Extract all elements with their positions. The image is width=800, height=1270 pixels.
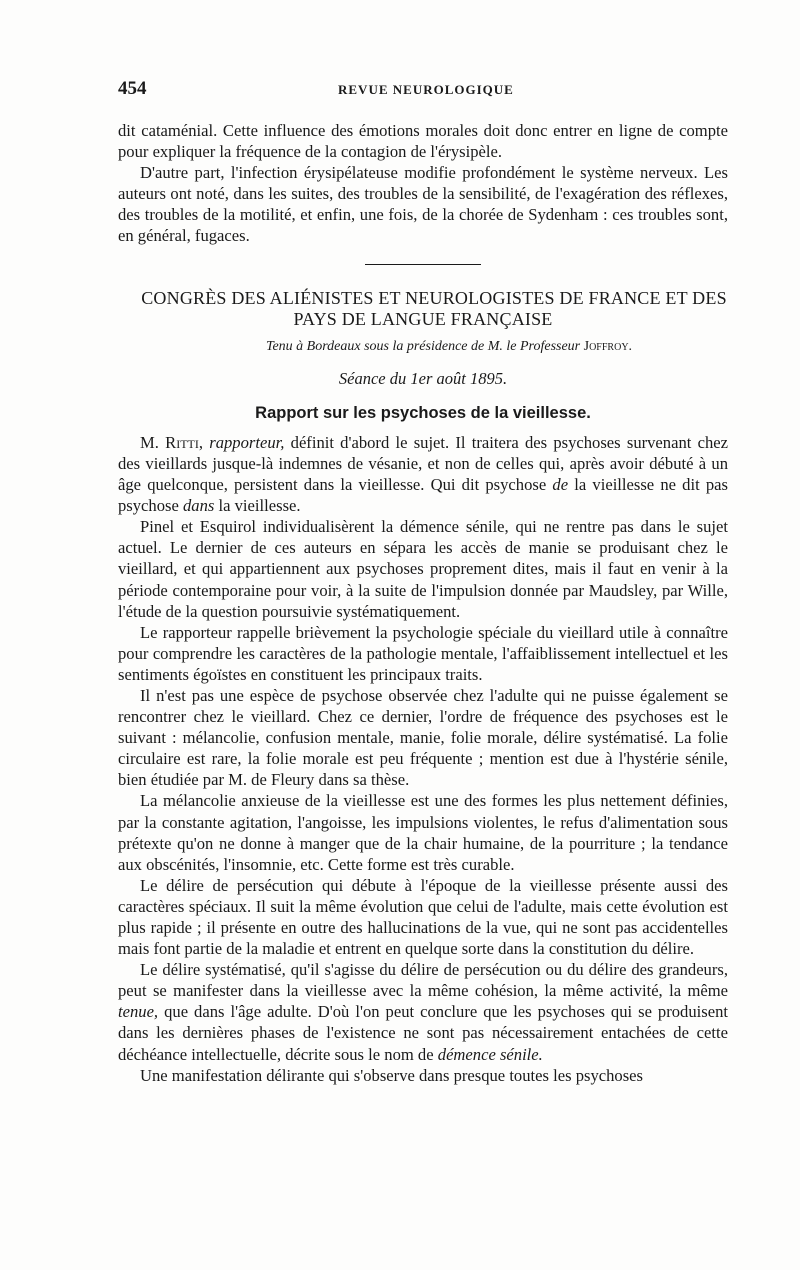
congress-subtitle — [170, 336, 728, 357]
report-paragraph-6: Le délire de persécution qui débute à l'époque de la vieillesse présente aussi des caractères spéciaux. Il suit la même évolution que celui de l'adulte, mais cette évolution est plus rapide ; il présente en outre des hallucinations de la vue, qui ne sont pas accidentelles mais font partie de la maladie et entrent en quelque sorte dans la constitution du délire. — [118, 875, 728, 959]
body-text — [118, 120, 728, 1086]
report-paragraph-2: Pinel et Esquirol individualisèrent la démence sénile, qui ne rentre pas dans le sujet actuel. Le dernier de ces auteurs en sépara les accès de manie se produisant chez le vieillard, et qui appartiennent aux psychoses proprement dites, mais il faut en venir à la période contemporaine pour voir, à la suite de l'impulsion donnée par Maudsley, par Wille, l'étude de la question poursuivie systématiquement. — [118, 517, 728, 621]
intro-paragraph-2: D'autre part, l'infection érysipélateuse modifie profondément le système nerveux. Les auteurs ont noté, dans les suites, des troubles de la sensibilité, de l'exagération des réflexes, des troubles de la motilité, et enfin, une fois, de la chorée de Sydenham : ces troubles sont, en général, fugaces. — [118, 163, 728, 246]
report-p1-em-de: de — [552, 475, 569, 495]
report-p1-em-dans: dans — [183, 496, 215, 516]
report-paragraph-5: La mélancolie anxieuse de la vieillesse est une des formes les plus nettement définies, par la constante agitation, l'angoisse, les impulsions violentes, le refus d'alimentation sous prétexte qu'on ne donne à manger que de la chair humaine, de la pourriture ; la tendance aux obscénités, l'insomnie, etc. Cette forme est très curable. — [118, 791, 728, 874]
report-paragraph-4: Il n'est pas une espèce de psychose observée chez l'adulte qui ne puisse également se rencontrer chez le vieillard. Chez ce dernier, l'ordre de fréquence des psychoses est le suivant : mélancolie, confusion mentale, manie, folie morale, délire systématisé. La folie circulaire est rare, la folie morale est peu fréquente ; mention est due à l'hystérie sénile, bien étudiée par M. de Fleury dans sa thèse. — [118, 685, 728, 790]
running-title: REVUE NEUROLOGIQUE — [338, 82, 514, 97]
report-p7-em-tenue: tenue, — [118, 1002, 159, 1022]
report-p1-text-b: la vieillesse ne dit pas psychose — [118, 475, 728, 516]
report-paragraph-7 — [118, 959, 728, 1064]
report-paragraph-8: Une manifestation délirante qui s'observe dans presque toutes les psychoses — [140, 1065, 643, 1085]
report-p7-text-a: Le délire systématisé, qu'il s'agisse du délire de persécution ou du délire des grandeurs, peut se manifester dans la vieillesse avec la même cohésion, la même activité, la même — [118, 960, 728, 1001]
page-number: 454 — [118, 78, 147, 99]
speaker-role: rapporteur, — [209, 432, 285, 452]
intro-paragraph-1: dit cataménial. Cette influence des émotions morales doit donc entrer en ligne de compte pour expliquer la fréquence de la contagion de l'érysipèle. — [118, 121, 728, 162]
report-p7-em-demence: démence sénile. — [437, 1044, 543, 1064]
congress-subtitle-text: Tenu à Bordeaux sous la présidence de M. le Professeur — [265, 338, 581, 354]
report-p7-text-b: que dans l'âge adulte. D'où l'on peut conclure que les psychoses qui se produisent dans les dernières phases de l'existence ne sont pas nécessairement entachées de cette déchéance intellectuelle, décrite sous le nom de — [118, 1002, 728, 1064]
session-date: Séance du 1er août 1895. — [338, 368, 508, 388]
president-name: Joffroy. — [583, 338, 633, 354]
report-paragraph-1 — [118, 432, 728, 516]
report-paragraph-3: Le rapporteur rappelle brièvement la psychologie spéciale du vieillard utile à connaître pour comprendre les caractères de la pathologie mentale, l'affaiblissement intellectuel et les sentiments égoïstes en constituent les principaux traits. — [118, 622, 728, 684]
report-title: Rapport sur les psychoses de la vieillesse. — [255, 403, 591, 422]
report-p1-text-a: définit d'abord le sujet. Il traitera des psychoses survenant chez des vieillards jusque-là indemnes de vésanie, et non de celles qui, après avoir débuté à un âge quelconque, persistent dans la vieillesse. Qui dit psychose — [118, 432, 728, 495]
report-p1-text-c: la vieillesse. — [218, 496, 301, 516]
congress-title: CONGRÈS DES ALIÉNISTES ET NEUROLOGISTES DE FRANCE ET DES PAYS DE LANGUE FRANÇAISE — [141, 287, 727, 329]
page-header — [118, 78, 728, 102]
section-divider — [365, 264, 481, 265]
speaker-name: M. Ritti, — [140, 432, 204, 452]
